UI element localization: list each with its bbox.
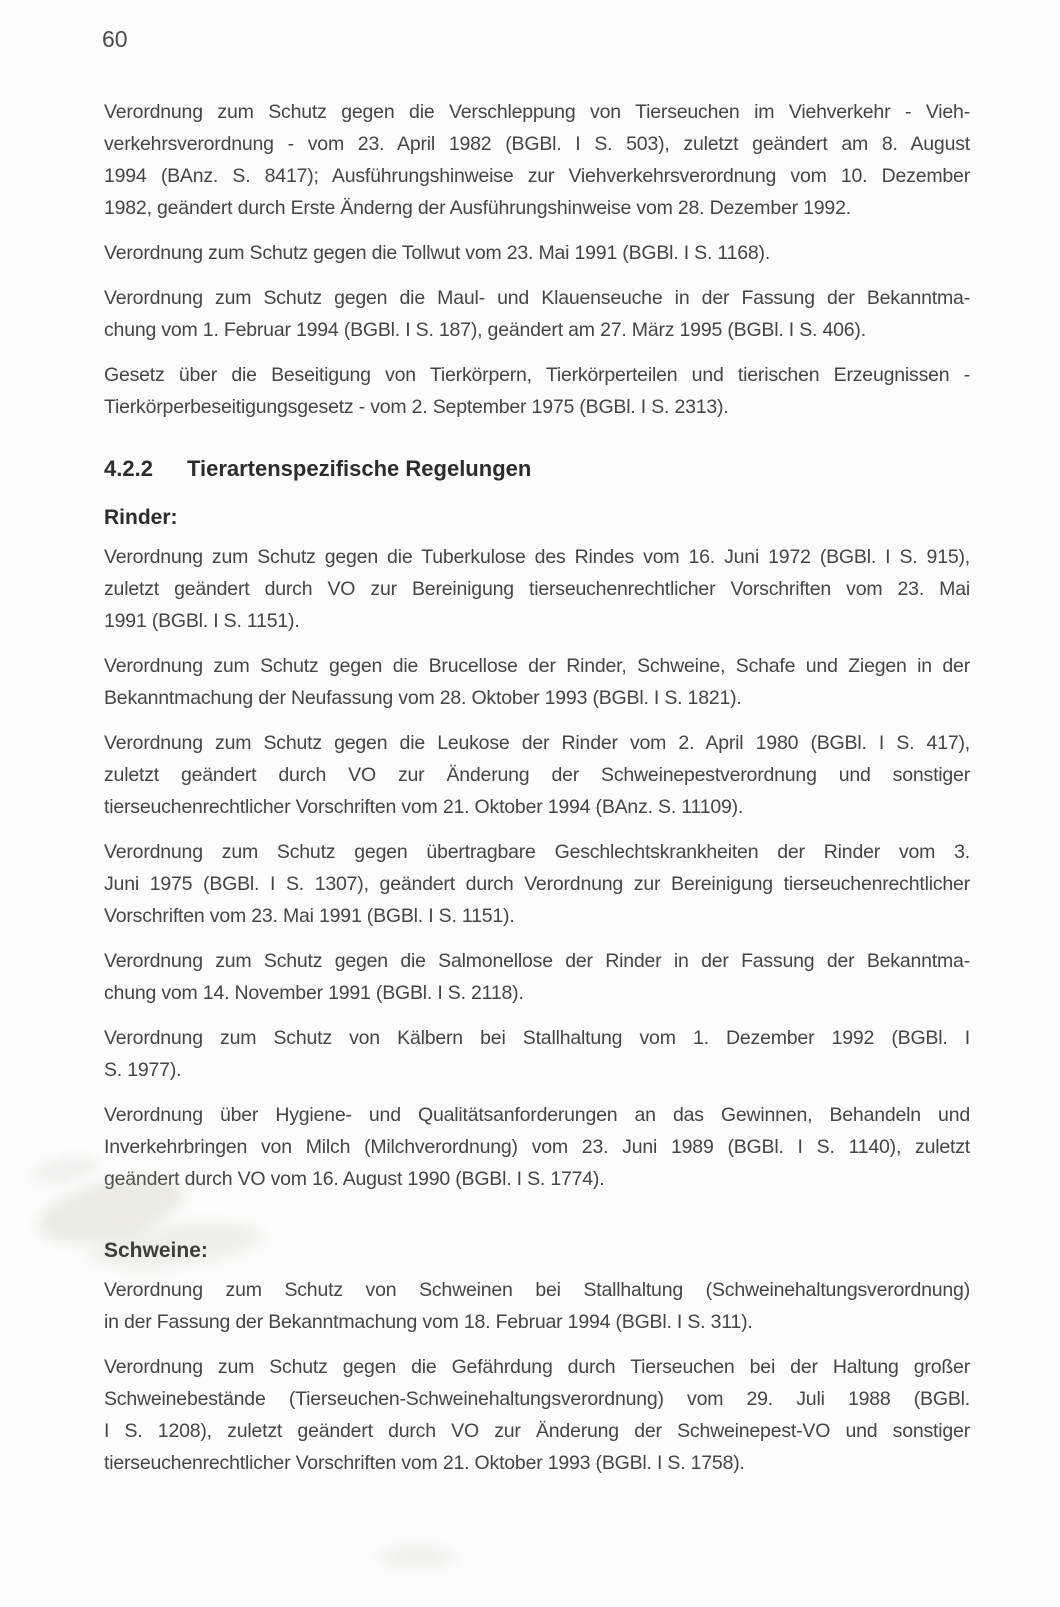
paragraph bbox=[104, 1099, 970, 1195]
paragraph bbox=[104, 1274, 970, 1338]
paragraph-line: Verordnung zum Schutz gegen die Verschleppung von Tierseuchen im Viehverkehr - Vieh- bbox=[104, 101, 970, 123]
paragraph-line: 1982, geändert durch Erste Änderng der Ausführungshinweise vom 28. Dezember 1992. bbox=[104, 197, 851, 219]
paragraph-line: chung vom 1. Februar 1994 (BGBl. I S. 187), geändert am 27. März 1995 (BGBl. I S. 406). bbox=[104, 319, 866, 341]
paragraph-line: Gesetz über die Beseitigung von Tierkörpern, Tierkörperteilen und tierischen Erzeugnissen - bbox=[104, 364, 970, 386]
paragraph-line: Inverkehrbringen von Milch (Milchverordnung) vom 23. Juni 1989 (BGBl. I S. 1140), zuletzt bbox=[104, 1136, 970, 1158]
paragraph-line: Verordnung über Hygiene- und Qualitätsanforderungen an das Gewinnen, Behandeln und bbox=[104, 1104, 970, 1126]
subheading-schweine: Schweine: bbox=[104, 1239, 208, 1262]
paragraph-line: zuletzt geändert durch VO zur Änderung der Schweinepestverordnung und sonstiger bbox=[104, 764, 970, 786]
paragraph bbox=[104, 727, 970, 823]
paragraph-line: verkehrsverordnung - vom 23. April 1982 (BGBl. I S. 503), zuletzt geändert am 8. August bbox=[104, 133, 970, 155]
paragraph-line: Schweinebestände (Tierseuchen-Schweinehaltungsverordnung) vom 29. Juli 1988 (BGBl. bbox=[104, 1388, 970, 1410]
paragraph bbox=[104, 1351, 970, 1479]
paragraph-line: Verordnung zum Schutz gegen die Salmonellose der Rinder in der Fassung der Bekanntma- bbox=[104, 950, 970, 972]
paragraph-line: tierseuchenrechtlicher Vorschriften vom 21. Oktober 1994 (BAnz. S. 11109). bbox=[104, 796, 744, 818]
paragraph-line: Verordnung zum Schutz von Kälbern bei Stallhaltung vom 1. Dezember 1992 (BGBl. I bbox=[104, 1027, 970, 1049]
section-title: Tierartenspezifische Regelungen bbox=[186, 456, 532, 481]
paragraph bbox=[104, 945, 970, 1009]
paragraph-line: tierseuchenrechtlicher Vorschriften vom 21. Oktober 1993 (BGBl. I S. 1758). bbox=[104, 1452, 745, 1474]
paragraph-line: in der Fassung der Bekanntmachung vom 18. Februar 1994 (BGBl. I S. 311). bbox=[104, 1311, 753, 1333]
paragraph-line: zuletzt geändert durch VO zur Bereinigung tierseuchenrechtlicher Vorschriften vom 23. Mai bbox=[104, 578, 970, 600]
section-number: 4.2.2 bbox=[104, 456, 153, 481]
page-content bbox=[104, 96, 970, 1492]
paragraph bbox=[104, 237, 970, 269]
paragraph-line: 1994 (BAnz. S. 8417); Ausführungshinweise zur Viehverkehrsverordnung vom 10. Dezember bbox=[104, 165, 970, 187]
paragraph-line: S. 1977). bbox=[104, 1059, 182, 1081]
paragraph-line: Verordnung zum Schutz gegen die Tuberkulose des Rindes vom 16. Juni 1972 (BGBl. I S. 915), bbox=[104, 546, 970, 568]
paragraph-line: Verordnung zum Schutz gegen die Leukose der Rinder vom 2. April 1980 (BGBl. I S. 417), bbox=[104, 732, 970, 754]
paragraph-line: Bekanntmachung der Neufassung vom 28. Oktober 1993 (BGBl. I S. 1821). bbox=[104, 687, 742, 709]
paragraph bbox=[104, 1022, 970, 1086]
paragraph bbox=[104, 282, 970, 346]
paragraph-line: chung vom 14. November 1991 (BGBl. I S. 2118). bbox=[104, 982, 524, 1004]
paragraph-line: Tierkörperbeseitigungsgesetz - vom 2. September 1975 (BGBl. I S. 2313). bbox=[104, 396, 729, 418]
paragraph bbox=[104, 96, 970, 224]
paragraph-line: Verordnung zum Schutz gegen übertragbare Geschlechtskrankheiten der Rinder vom 3. bbox=[104, 841, 970, 863]
paragraph-line: Verordnung zum Schutz gegen die Brucellose der Rinder, Schweine, Schafe und Ziegen in der bbox=[104, 655, 970, 677]
paragraph-line: Juni 1975 (BGBl. I S. 1307), geändert durch Verordnung zur Bereinigung tierseuchenrechtlicher bbox=[104, 873, 970, 895]
paragraph bbox=[104, 836, 970, 932]
subheading-rinder: Rinder: bbox=[104, 506, 178, 529]
page-number: 60 bbox=[102, 26, 128, 52]
paragraph-line: Verordnung zum Schutz gegen die Tollwut vom 23. Mai 1991 (BGBl. I S. 1168). bbox=[104, 242, 771, 264]
paragraph-line: 1991 (BGBl. I S. 1151). bbox=[104, 610, 300, 632]
paragraph-line: Verordnung zum Schutz gegen die Maul- und Klauenseuche in der Fassung der Bekanntma- bbox=[104, 287, 970, 309]
paragraph bbox=[104, 541, 970, 637]
paragraph-line: geändert durch VO vom 16. August 1990 (BGBl. I S. 1774). bbox=[104, 1168, 605, 1190]
paragraph-line: Vorschriften vom 23. Mai 1991 (BGBl. I S. 1151). bbox=[104, 905, 515, 927]
scan-smudge bbox=[378, 1548, 456, 1566]
paragraph-line: Verordnung zum Schutz von Schweinen bei Stallhaltung (Schweinehaltungsverordnung) bbox=[104, 1279, 970, 1301]
paragraph-line: I S. 1208), zuletzt geändert durch VO zur Änderung der Schweinepest-VO und sonstiger bbox=[104, 1420, 970, 1442]
section-heading bbox=[104, 453, 970, 485]
scan-smudge bbox=[28, 1152, 101, 1188]
paragraph bbox=[104, 359, 970, 423]
paragraph-line: Verordnung zum Schutz gegen die Gefährdung durch Tierseuchen bei der Haltung großer bbox=[104, 1356, 970, 1378]
paragraph bbox=[104, 650, 970, 714]
